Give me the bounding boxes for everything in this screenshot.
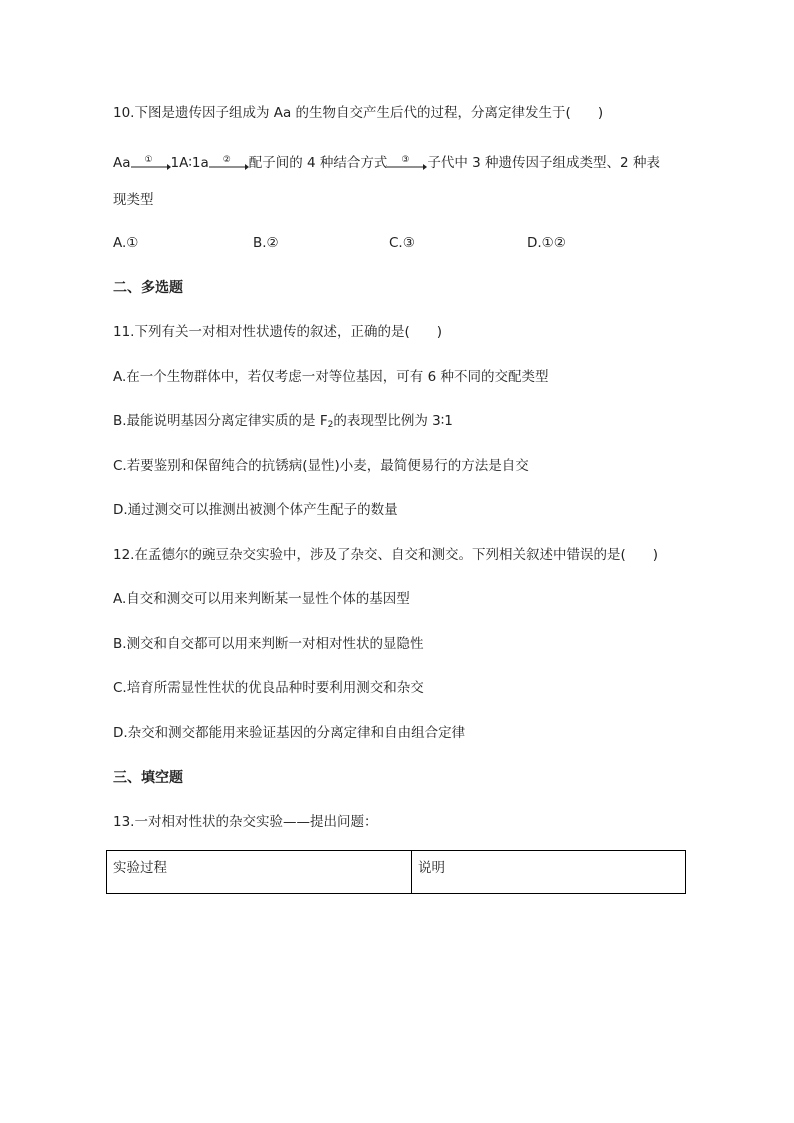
q10-step-2-label: ② bbox=[222, 155, 231, 165]
q11-stem: 11.下列有关一对相对性状遗传的叙述，正确的是( ) bbox=[113, 324, 443, 340]
table-row bbox=[107, 851, 686, 894]
q10-stem: 10.下图是遗传因子组成为 Aa 的生物自交产生后代的过程，分离定律发生于( ) bbox=[113, 105, 604, 121]
q12-option-a[interactable]: A.自交和测交可以用来判断某一显性个体的基因型 bbox=[113, 591, 410, 607]
q11-option-b-text-post: 的表现型比例为 3∶1 bbox=[333, 413, 453, 429]
q13-table bbox=[106, 850, 686, 894]
q10-option-b[interactable]: B.② bbox=[253, 235, 279, 251]
q10-arrow-1 bbox=[131, 153, 171, 173]
q11-option-d[interactable]: D.通过测交可以推测出被测个体产生配子的数量 bbox=[113, 502, 398, 518]
q10-chain-end-continued: 现类型 bbox=[113, 192, 154, 208]
q10-arrow-2 bbox=[209, 153, 249, 173]
q11-option-c[interactable]: C.若要鉴别和保留纯合的抗锈病(显性)小麦，最简便易行的方法是自交 bbox=[113, 458, 529, 474]
section-2-heading: 二、多选题 bbox=[113, 280, 183, 296]
q11-option-b-subscript: 2 bbox=[327, 420, 334, 430]
q13-stem: 13.一对相对性状的杂交实验——提出问题： bbox=[113, 814, 378, 830]
q10-step-1-label: ① bbox=[144, 155, 153, 165]
q11-option-a[interactable]: A.在一个生物群体中，若仅考虑一对等位基因，可有 6 种不同的交配类型 bbox=[113, 369, 549, 385]
q10-arrow-3 bbox=[387, 153, 427, 173]
q12-stem: 12.在孟德尔的豌豆杂交实验中，涉及了杂交、自交和测交。下列相关叙述中错误的是( ) bbox=[113, 547, 659, 563]
q13-table-header-process: 实验过程 bbox=[107, 851, 412, 894]
q10-chain-end: 子代中 3 种遗传因子组成类型、2 种表 bbox=[427, 155, 660, 171]
q10-chain-start: Aa bbox=[113, 155, 131, 171]
q12-option-c[interactable]: C.培育所需显性性状的优良品种时要利用测交和杂交 bbox=[113, 680, 424, 696]
q13-table-header-explanation: 说明 bbox=[412, 851, 686, 894]
q11-option-b[interactable] bbox=[113, 411, 453, 435]
section-3-heading: 三、填空题 bbox=[113, 770, 183, 786]
q10-mid-2: 配子间的 4 种结合方式 bbox=[248, 155, 388, 171]
q11-option-b-text-pre: B.最能说明基因分离定律实质的是 F bbox=[113, 413, 328, 429]
q10-mid-1: 1A∶1a bbox=[170, 155, 209, 171]
q10-process-chain bbox=[113, 153, 660, 173]
q10-option-a[interactable]: A.① bbox=[113, 235, 139, 251]
q12-option-d[interactable]: D.杂交和测交都能用来验证基因的分离定律和自由组合定律 bbox=[113, 725, 466, 741]
q10-step-3-label: ③ bbox=[401, 155, 410, 165]
q12-option-b[interactable]: B.测交和自交都可以用来判断一对相对性状的显隐性 bbox=[113, 636, 424, 652]
q10-option-c[interactable]: C.③ bbox=[389, 235, 415, 251]
q10-option-d[interactable]: D.①② bbox=[527, 235, 566, 251]
